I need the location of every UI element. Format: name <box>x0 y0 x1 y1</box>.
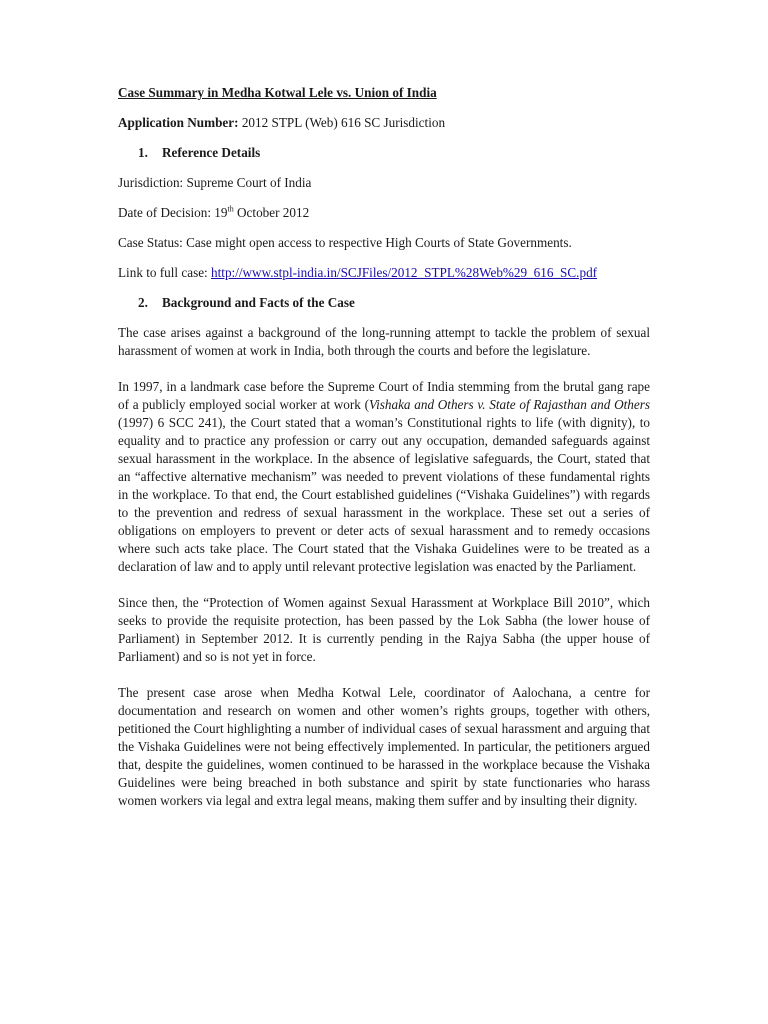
section-title: Reference Details <box>162 145 261 160</box>
application-number <box>118 114 650 132</box>
section-title: Background and Facts of the Case <box>162 295 355 310</box>
section-number: 1. <box>138 145 148 160</box>
section-number: 2. <box>138 295 148 310</box>
paragraph-bill-2010: Since then, the “Protection of Women against Sexual Harassment at Workplace Bill 2010”, which seeks to provide the requisite protection, has been passed by the Lok Sabha (the lower house of Parliament) in September 2012. It is currently pending in the Rajya Sabha (the upper house of Parliament) and so is not yet in force. <box>118 595 650 664</box>
date-superscript: th <box>227 204 234 214</box>
link-line <box>118 264 650 282</box>
link-label: Link to full case: <box>118 265 212 280</box>
application-value: 2012 STPL (Web) 616 SC Jurisdiction <box>241 115 446 130</box>
document-title: Case Summary in Medha Kotwal Lele vs. Union of India <box>118 85 437 100</box>
paragraph-text-rest: (1997) 6 SCC 241), the Court stated that a woman’s Constitutional rights to life (with dignity), to equality and to practice any profession or carry out any occupation, demanded safeguards against sexual harassment in the workplace. In the absence of legislative safeguards, the Court, stated that an “affective alternative mechanism” was needed to prevent violations of these fundamental rights in the workplace. To that end, the Court established guidelines (“Vishaka Guidelines”) with regards to the prevention and redress of sexual harassment in the workplace. These set out a series of obligations on employers to prevent or deter acts of sexual harassment and to remedy occasions where such acts take place. The Court stated that the Vishaka Guidelines were to be treated as a declaration of law and to apply until relevant protective legislation was enacted by the Parliament. <box>118 415 650 574</box>
full-case-link[interactable]: http://www.stpl-india.in/SCJFiles/2012_STPL%28Web%29_616_SC.pdf <box>211 265 598 280</box>
paragraph-background: The case arises against a background of the long-running attempt to tackle the problem of sexual harassment of women at work in India, both through the courts and before the legislature. <box>118 325 650 358</box>
application-label: Application Number: <box>118 115 239 130</box>
date-suffix: October 2012 <box>233 205 310 220</box>
paragraph-present-case: The present case arose when Medha Kotwal Lele, coordinator of Aalochana, a centre for documentation and research on women and other women’s rights groups, together with others, petitioned the Court highlighting a number of individual cases of sexual harassment and arguing that the Vishaka Guidelines were not being effectively implemented. In particular, the petitioners argued that, despite the guidelines, women continued to be harassed in the workplace because the Vishaka Guidelines were being breached in both substance and spirit by state functionaries who harass women workers via legal and extra legal means, making them suffer and by insulting their dignity. <box>118 685 650 808</box>
case-status-line: Case Status: Case might open access to respective High Courts of State Governments. <box>118 235 572 250</box>
paragraph-vishaka <box>118 378 650 576</box>
section-heading-reference-details <box>118 144 650 162</box>
date-of-decision-line <box>118 204 650 222</box>
section-heading-background <box>118 294 650 312</box>
date-prefix: Date of Decision: 19 <box>118 205 228 220</box>
case-citation-italic: Vishaka and Others v. State of Rajasthan and Others <box>369 397 650 412</box>
paragraph-text-start: In 1997, in a landmark case before the Supreme Court of India stemming from the brutal gang rape of a publicly employed social worker at work ( <box>118 379 650 412</box>
jurisdiction-line: Jurisdiction: Supreme Court of India <box>118 175 312 190</box>
